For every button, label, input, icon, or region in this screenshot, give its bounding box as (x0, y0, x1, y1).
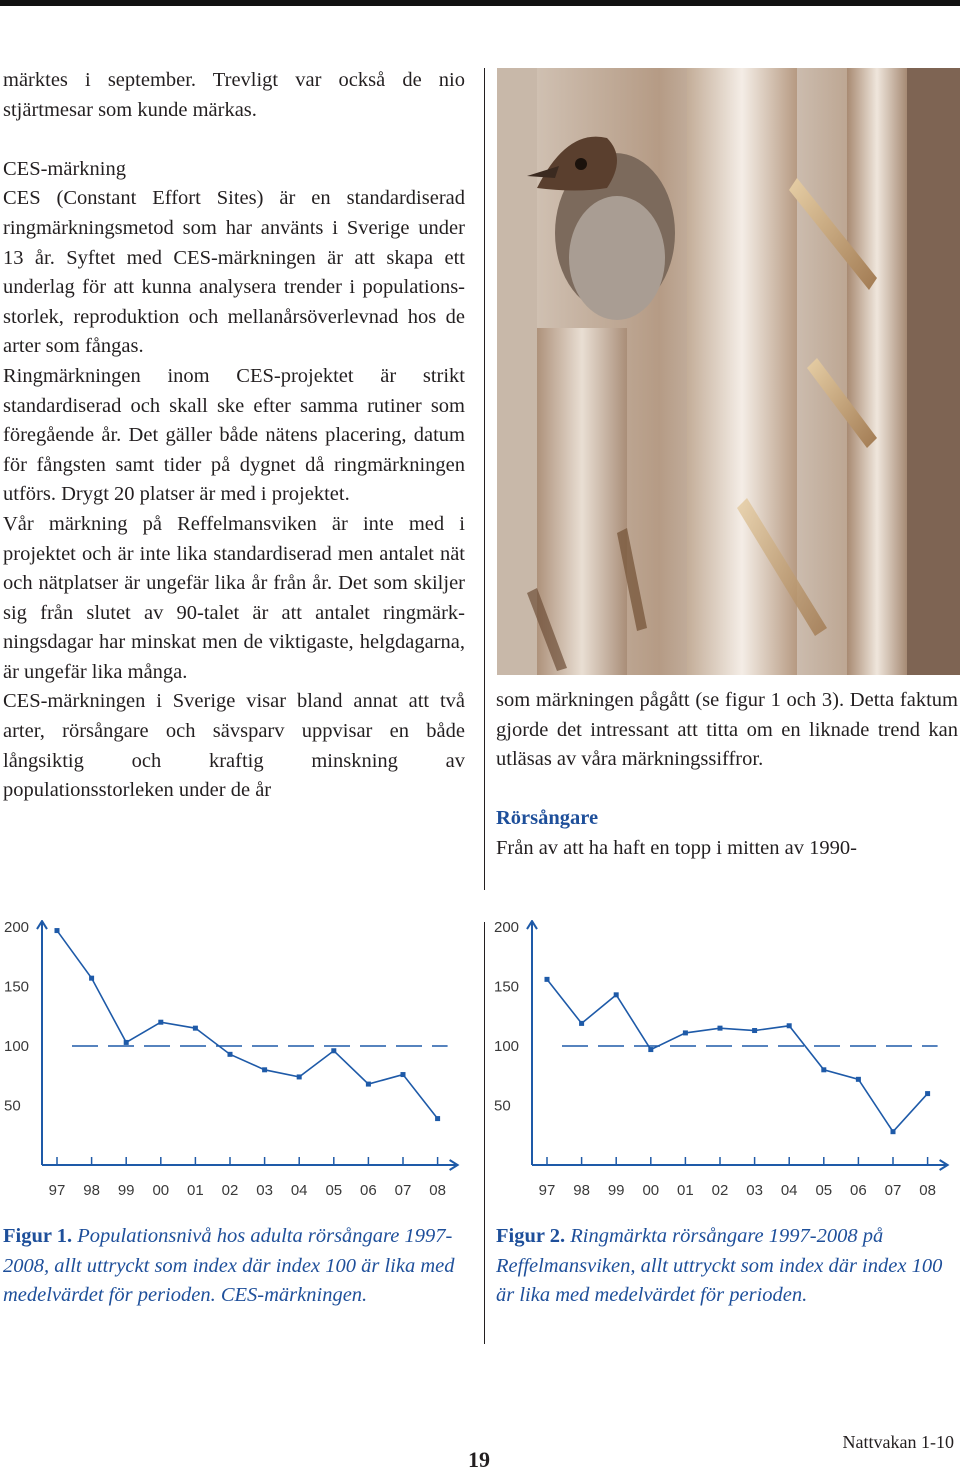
data-point (401, 1072, 406, 1077)
y-tick-label: 50 (494, 1097, 511, 1115)
data-point (579, 1021, 584, 1026)
data-point (891, 1129, 896, 1134)
data-point (55, 928, 60, 933)
data-point (856, 1077, 861, 1082)
publication-title: Nattvakan 1-10 (842, 1432, 954, 1452)
figure-1-caption (3, 1222, 465, 1311)
x-tick-label: 98 (83, 1182, 100, 1199)
data-point (193, 1026, 198, 1031)
y-tick-label: 100 (494, 1038, 520, 1055)
ces-paragraph-1: CES (Constant Effort Sites) är en standardiserad ringmärkningsmetod som har använts i Sverige under 13 år. Syftet med CES-märkningen är att skapa ett underlag för att kunna analysera trender i populations-storlek, reproduktion och mellanårsöverlevnad hos de arter som fångas. (3, 187, 465, 358)
data-point (158, 1020, 163, 1025)
y-tick-label: 150 (494, 978, 520, 996)
x-tick-label: 99 (117, 1182, 135, 1199)
x-tick-label: 97 (48, 1182, 66, 1199)
right-column (496, 686, 958, 864)
x-tick-label: 01 (187, 1182, 204, 1199)
figure-2-caption-text: Ringmärkta rörsångare 1997-2008 på Reffelmansviken, allt uttryckt som index där index 100 är lika med medelvärdet för perioden. (496, 1225, 943, 1307)
ces-paragraph-2: Ringmärkningen inom CES-projektet är strikt standardiserad och skall ske efter samma rutiner som föregående år. Det gäller både nätens placering, datum för fångsten samt tider på dygnet då ringmärkningen utförs. Drygt 20 platser är med i projektet. (3, 364, 465, 506)
x-tick-label: 02 (221, 1182, 239, 1199)
figure-2-label: Figur 2. (496, 1225, 566, 1247)
x-tick-label: 05 (815, 1182, 833, 1199)
y-tick-label: 200 (494, 920, 520, 936)
right-paragraph-2: Från av att ha haft en topp i mitten av 1990- (496, 836, 857, 859)
y-tick-label: 150 (4, 978, 30, 996)
data-point (228, 1052, 233, 1057)
reed-warbler-photo (497, 68, 960, 675)
page-number: 19 (468, 1447, 490, 1472)
x-tick-label: 03 (746, 1182, 763, 1199)
y-tick-label: 100 (4, 1038, 30, 1055)
ces-paragraph-3: Vår märkning på Reffelmansviken är inte med i projektet och är inte lika standardiserad men antalet nät och nätplatser är ungefär lika år från år. Det som skiljer sig från slutet av 90-talet är att antalet ringmärkningsdagar har minskat men de viktigaste, helgdagarna, är ungefär lika många. (3, 512, 465, 683)
data-point (435, 1116, 440, 1121)
data-point (262, 1067, 267, 1072)
data-point (545, 977, 550, 982)
figure-1-label: Figur 1. (3, 1225, 73, 1247)
y-tick-label: 200 (4, 920, 30, 936)
x-tick-label: 06 (360, 1182, 377, 1199)
x-tick-label: 97 (538, 1182, 556, 1199)
data-point (366, 1082, 371, 1087)
top-rule (0, 0, 960, 6)
y-tick-label: 50 (4, 1097, 21, 1115)
data-point (89, 976, 94, 981)
intro-paragraph: märktes i september. Trevligt var också de nio stjärtmesar som kunde märkas. (3, 69, 465, 121)
figure-2-caption (496, 1222, 958, 1311)
figure-divider (484, 922, 485, 1344)
data-point (331, 1048, 336, 1053)
column-divider (484, 68, 485, 890)
right-paragraph-1: som märkningen pågått (se figur 1 och 3). Detta faktum gjorde det intressant att titta om en liknade trend kan utläsas av våra märkningssiffror. (496, 689, 958, 771)
x-tick-label: 03 (256, 1182, 273, 1199)
x-tick-label: 98 (573, 1182, 590, 1199)
figure-1-chart (0, 920, 470, 1210)
x-tick-label: 07 (884, 1182, 902, 1199)
data-point (648, 1047, 653, 1052)
x-tick-label: 01 (677, 1182, 694, 1199)
left-column (3, 66, 465, 806)
figure-1-caption-text: Populationsnivå hos adulta rörsångare 1997-2008, allt uttryckt som index där index 100 är lika med medelvärdet för perioden. CES-märkningen. (3, 1225, 455, 1307)
x-tick-label: 05 (325, 1182, 343, 1199)
data-point (925, 1091, 930, 1096)
series-line (57, 931, 438, 1119)
ces-paragraph-4: CES-märkningen i Sverige visar bland annat att två arter, rörsångare och sävsparv uppvisar en både långsiktig och kraftig minskning av populationsstorleken under de år (3, 690, 465, 802)
x-tick-label: 99 (607, 1182, 625, 1199)
data-point (787, 1023, 792, 1028)
data-point (718, 1026, 723, 1031)
x-tick-label: 02 (711, 1182, 729, 1199)
x-tick-label: 06 (850, 1182, 867, 1199)
figure-2-chart (490, 920, 960, 1210)
x-tick-label: 08 (429, 1182, 446, 1199)
x-tick-label: 00 (642, 1182, 660, 1199)
data-point (297, 1074, 302, 1079)
x-tick-label: 08 (919, 1182, 936, 1199)
ces-heading: CES-märkning (3, 157, 126, 180)
rorsangare-heading: Rörsångare (496, 807, 599, 830)
data-point (821, 1067, 826, 1072)
x-tick-label: 04 (780, 1182, 798, 1199)
data-point (752, 1028, 757, 1033)
data-point (614, 992, 619, 997)
x-tick-label: 07 (394, 1182, 412, 1199)
data-point (124, 1040, 129, 1045)
data-point (683, 1030, 688, 1035)
x-tick-label: 00 (152, 1182, 170, 1199)
x-tick-label: 04 (290, 1182, 308, 1199)
series-line (547, 979, 928, 1131)
